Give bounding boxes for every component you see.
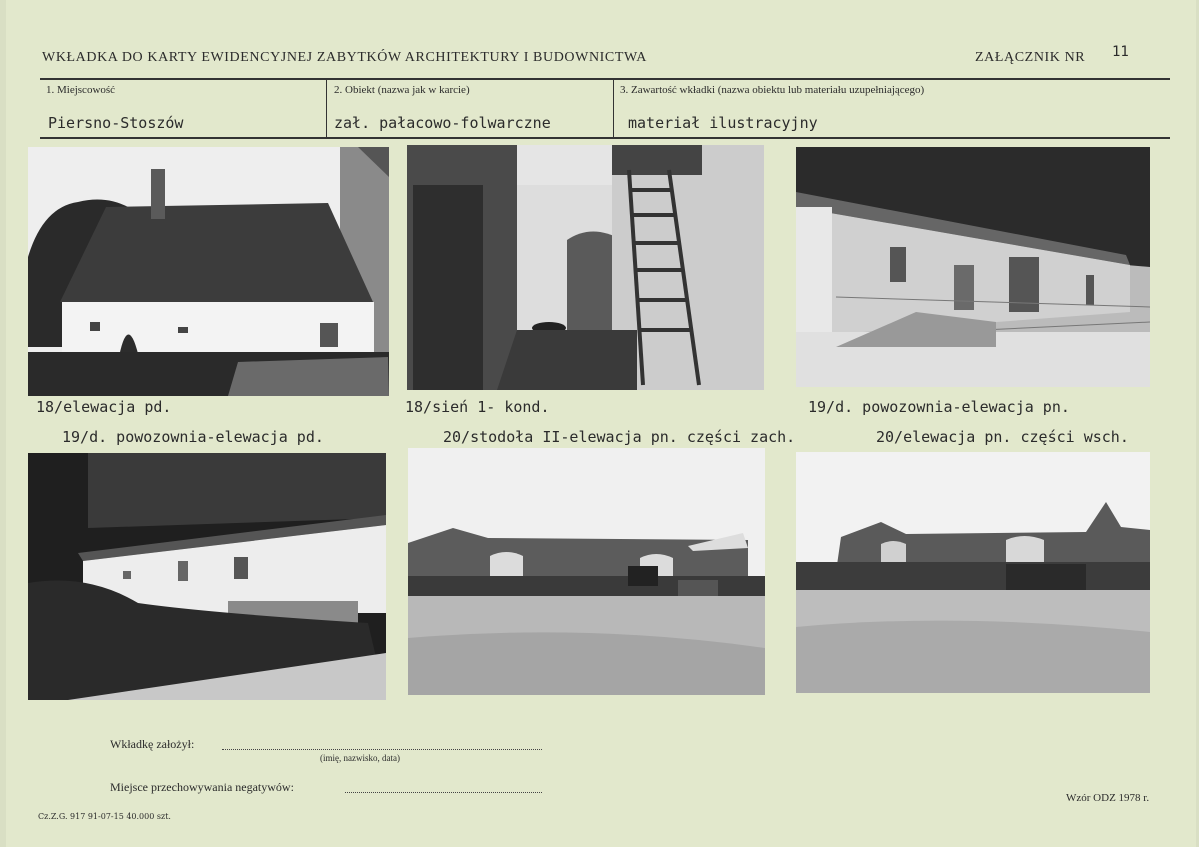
caption-photo-barn-north-west: 20/stodoła II-elewacja pn. części zach.	[443, 428, 796, 446]
annex-number: 11	[1112, 44, 1129, 60]
storage-line	[345, 792, 542, 793]
photo-barn-north-west	[408, 448, 765, 695]
locality-value: Piersno-Stoszów	[48, 114, 184, 132]
created-by-line	[222, 749, 542, 750]
content-label: 3. Zawartość wkładki (nazwa obiektu lub materiału uzupełniającego)	[620, 84, 925, 96]
caption-photo-carriage-house-south: 19/d. powozownia-elewacja pd.	[62, 428, 324, 446]
content-value: materiał ilustracyjny	[628, 114, 818, 132]
photo-carriage-house-north	[796, 147, 1150, 387]
field-divider-1	[326, 80, 327, 137]
created-by-label: Wkładkę założył:	[110, 737, 195, 751]
fields-rule	[40, 137, 1170, 139]
object-value: zał. pałacowo-folwarczne	[334, 114, 551, 132]
photo-carriage-house-south	[28, 453, 386, 700]
locality-label: 1. Miejscowość	[46, 84, 116, 96]
caption-photo-carriage-house-north: 19/d. powozownia-elewacja pn.	[808, 398, 1070, 416]
photo-hallway-ladder	[407, 145, 764, 390]
photo-barn-north-east	[796, 452, 1150, 693]
record-card-insert	[6, 0, 1196, 847]
template-reference: Wzór ODZ 1978 r.	[1066, 792, 1150, 804]
storage-label: Miejsce przechowywania negatywów:	[110, 780, 294, 794]
object-label: 2. Obiekt (nazwa jak w karcie)	[334, 84, 470, 96]
field-divider-2	[613, 80, 614, 137]
created-by-hint: (imię, nazwisko, data)	[320, 753, 400, 763]
print-code: Cz.Z.G. 917 91-07-15 40.000 szt.	[38, 812, 171, 821]
annex-label: ZAŁĄCZNIK NR	[975, 50, 1086, 65]
photo-house-south-elevation	[28, 147, 389, 396]
caption-photo-hallway-ladder: 18/sień 1- kond.	[405, 398, 550, 416]
form-title: WKŁADKA DO KARTY EWIDENCYJNEJ ZABYTKÓW ARCHITEKTURY I BUDOWNICTWA	[42, 50, 647, 65]
header-rule	[40, 78, 1170, 80]
caption-photo-house-south-elevation: 18/elewacja pd.	[36, 398, 172, 416]
caption-photo-barn-north-east: 20/elewacja pn. części wsch.	[876, 428, 1129, 446]
